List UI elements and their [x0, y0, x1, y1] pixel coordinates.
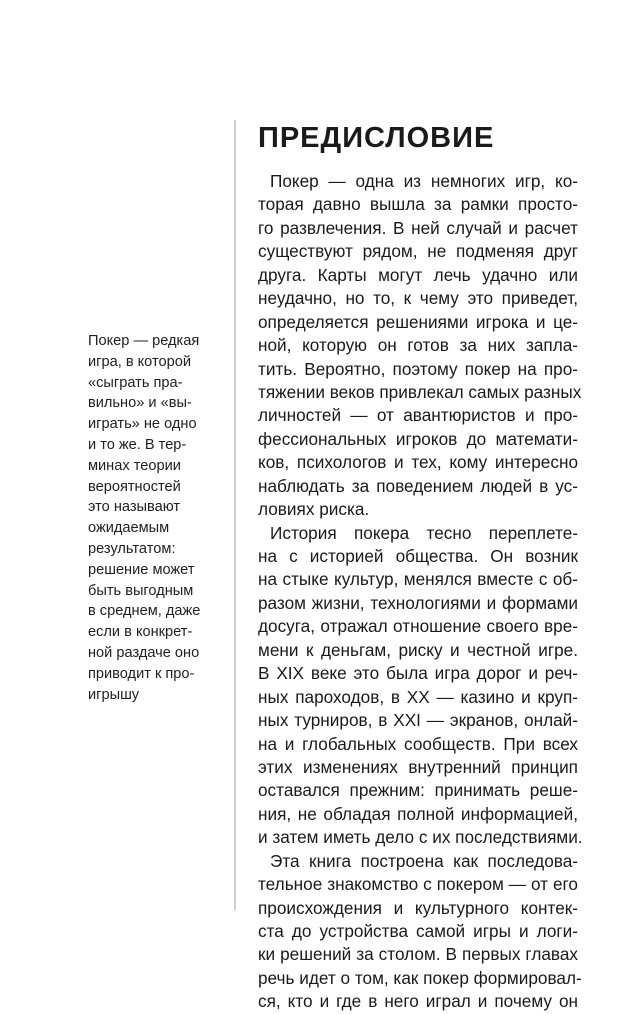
body-line: досуга, отражал отношение своего вре-	[258, 616, 578, 637]
margin-note-line: быть выгодным	[88, 582, 194, 599]
preface-body	[258, 170, 583, 1014]
margin-note-line: если в конкрет-	[88, 624, 193, 641]
body-line: этих изменениях внутренний принцип	[258, 756, 578, 777]
margin-note-line: вильно» и «вы-	[88, 395, 192, 412]
body-line: ки решений за столом. В первых главах	[258, 944, 578, 965]
body-line: ных пароходов, в XX — казино и круп-	[258, 686, 578, 707]
body-line: оставался прежним: принимать реше-	[258, 780, 578, 801]
body-line: ных турниров, в XXI — экранов, онлай-	[258, 710, 578, 731]
body-line: личностей — от авантюристов и про-	[258, 405, 578, 426]
body-line: тяжении веков привлекал самых разных	[258, 381, 582, 402]
vertical-rule	[234, 120, 236, 910]
margin-note	[88, 331, 223, 705]
margin-note-line: ной раздаче оно	[88, 644, 200, 661]
body-line: ста до устройства самой игры и логи-	[258, 921, 578, 941]
margin-note-line: результатом:	[88, 540, 176, 557]
body-line: тельное знакомство с покером — от его	[258, 874, 578, 895]
body-line: разом жизни, технологиями и формами	[258, 592, 578, 613]
body-line: на с историей общества. Он возник	[258, 546, 578, 566]
margin-note-line: минах теории	[88, 457, 181, 474]
body-line: История покера тесно переплете-	[270, 522, 578, 543]
body-line: определяется решениями игрока и це-	[258, 311, 578, 332]
body-line: тить. Вероятно, поэтому покер на про-	[258, 358, 578, 379]
body-line: Эта книга построена как последова-	[270, 850, 578, 871]
margin-note-line: «сыграть пра-	[88, 374, 183, 391]
body-line: речь идет о том, как покер формировал-	[258, 967, 582, 988]
body-line: наблюдать за поведением людей в ус-	[258, 475, 578, 496]
margin-note-line: игра, в которой	[88, 353, 191, 370]
body-line: ловиях риска.	[258, 499, 370, 520]
margin-note-line: в среднем, даже	[88, 603, 201, 620]
body-line: Покер — одна из немногих игр, ко-	[270, 171, 578, 191]
body-line: друга. Карты могут лечь удачно или	[258, 264, 578, 285]
body-line: на стыке культур, менялся вместе с об-	[258, 569, 578, 590]
body-line: В XIX веке это была игра дорог и реч-	[258, 663, 578, 684]
body-line: существуют рядом, не подменяя друг	[258, 241, 578, 262]
body-line: ния, не обладая полной информацией,	[258, 803, 578, 824]
margin-note-line: и то же. В тер-	[88, 436, 187, 453]
chapter-title: ПРЕДИСЛОВИЕ	[258, 122, 495, 154]
margin-note-line: ожидаемым	[88, 520, 170, 537]
body-line: мени к деньгам, риску и честной игре.	[258, 639, 578, 660]
body-line: и затем иметь дело с их последствиями.	[258, 827, 583, 848]
margin-note-line: игрышу	[88, 686, 140, 703]
body-line: неудачно, но то, к чему это приведет,	[258, 288, 578, 309]
margin-note-line: решение может	[88, 561, 195, 578]
margin-note-line: играть» не одно	[88, 416, 197, 433]
body-line: торая давно вышла за рамки просто-	[258, 194, 578, 215]
margin-note-line: это называют	[88, 499, 181, 516]
body-line: ся, кто и где в него играл и почему он	[258, 991, 578, 1012]
body-line: происхождения и культурного контек-	[258, 897, 578, 918]
body-line: на и глобальных сообществ. При всех	[258, 733, 578, 754]
body-line: фессиональных игроков до математи-	[258, 428, 578, 449]
margin-note-line: вероятностей	[88, 478, 181, 495]
body-line: ной, которую он готов за них запла-	[258, 335, 578, 356]
margin-note-line: Покер — редкая	[88, 333, 200, 349]
body-line: ков, психологов и тех, кому интересно	[258, 452, 578, 473]
margin-note-line: приводит к про-	[88, 665, 195, 682]
body-line: го развлечения. В ней случай и расчет	[258, 217, 578, 238]
